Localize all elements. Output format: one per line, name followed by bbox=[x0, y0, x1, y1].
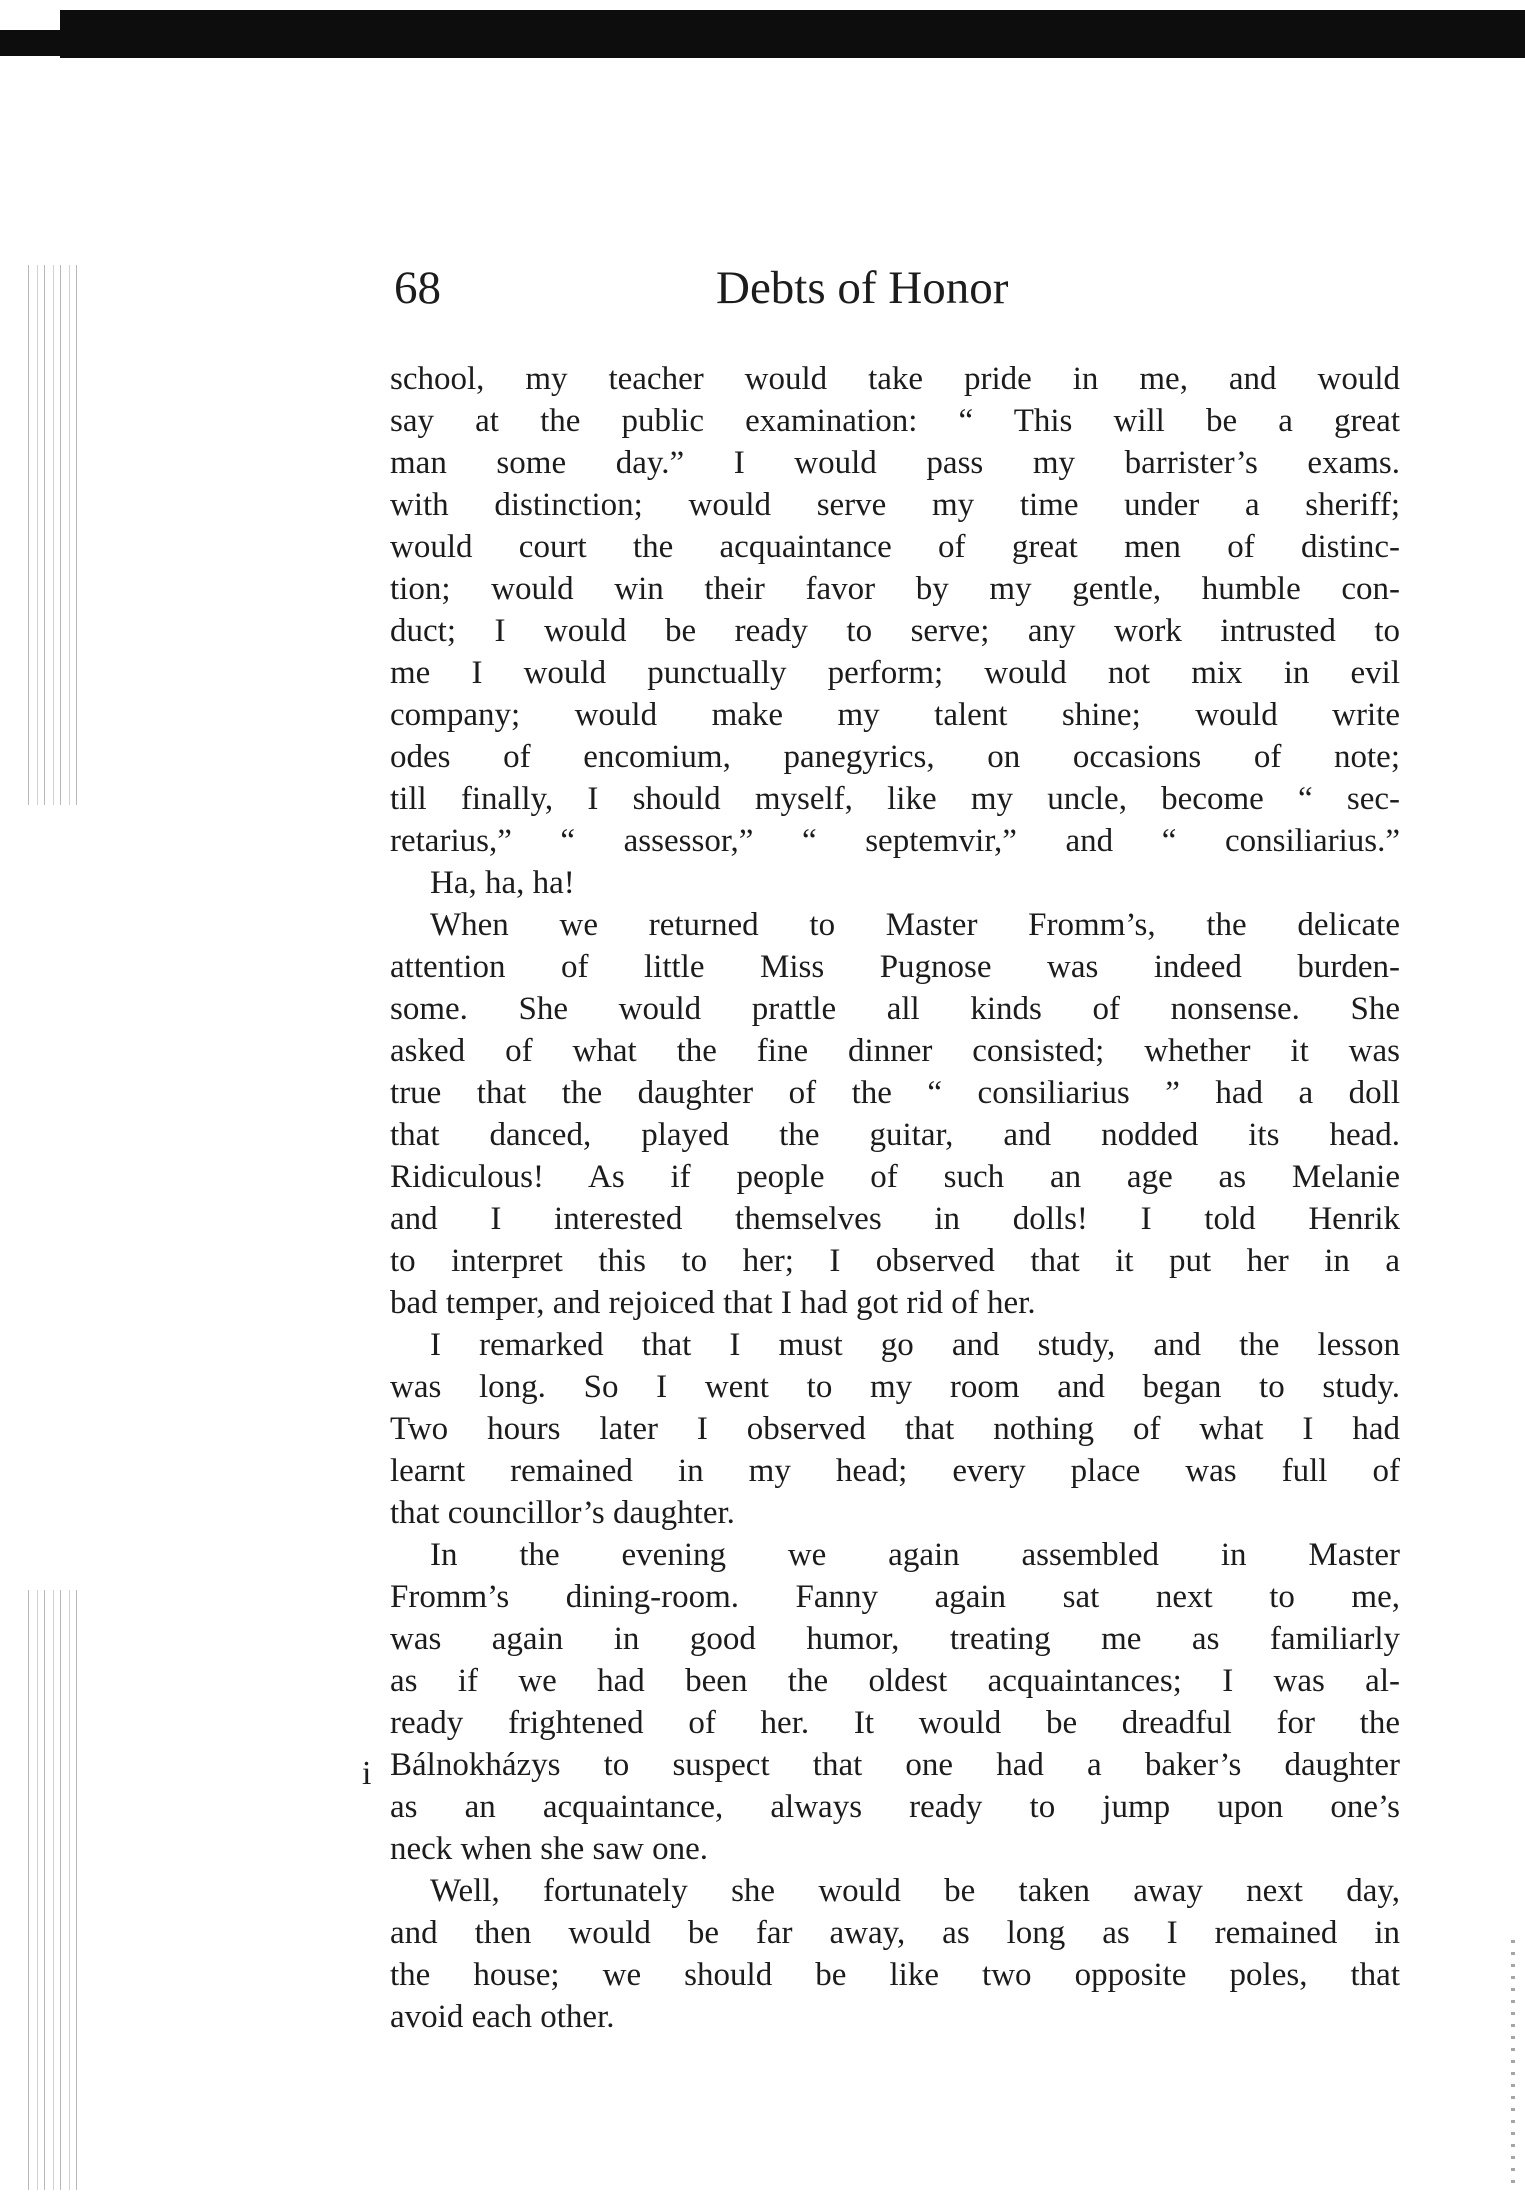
text-line: as if we had been the oldest acquaintances; I was al- bbox=[390, 1663, 1400, 1699]
text-line: school, my teacher would take pride in me, and would bbox=[390, 361, 1400, 397]
text-line: would court the acquaintance of great men of distinc- bbox=[390, 529, 1400, 565]
running-head bbox=[394, 258, 1394, 318]
text-line: and I interested themselves in dolls! I told Henrik bbox=[390, 1201, 1400, 1237]
text-line: till finally, I should myself, like my uncle, become “ sec- bbox=[390, 781, 1400, 817]
text-line: Ha, ha, ha! bbox=[430, 865, 575, 901]
text-line: attention of little Miss Pugnose was indeed burden- bbox=[390, 949, 1400, 985]
text-line: and then would be far away, as long as I remained in bbox=[390, 1915, 1400, 1951]
text-line: true that the daughter of the “ consiliarius ” had a doll bbox=[390, 1075, 1400, 1111]
text-line: some. She would prattle all kinds of nonsense. She bbox=[390, 991, 1400, 1027]
text-line: Fromm’s dining-room. Fanny again sat next to me, bbox=[390, 1579, 1400, 1615]
text-line: that councillor’s daughter. bbox=[390, 1495, 735, 1531]
text-line: asked of what the fine dinner consisted; whether it was bbox=[390, 1033, 1400, 1069]
body-text bbox=[390, 358, 1400, 2038]
scan-right-edge-marks bbox=[1511, 1940, 1515, 2190]
page-title: Debts of Honor bbox=[716, 262, 1009, 314]
text-line: In the evening we again assembled in Master bbox=[430, 1537, 1400, 1573]
text-line: Ridiculous! As if people of such an age as Melanie bbox=[390, 1159, 1400, 1195]
text-line: neck when she saw one. bbox=[390, 1831, 708, 1867]
scan-top-border-notch bbox=[0, 30, 70, 56]
text-line: tion; would win their favor by my gentle, humble con- bbox=[390, 571, 1400, 607]
scan-binding-edge-lower bbox=[22, 1590, 82, 2190]
scan-binding-edge-upper bbox=[22, 265, 82, 805]
text-line: Well, fortunately she would be taken away next day, bbox=[430, 1873, 1400, 1909]
margin-mark: i bbox=[362, 1755, 372, 1792]
text-line: as an acquaintance, always ready to jump upon one’s bbox=[390, 1789, 1400, 1825]
text-line: company; would make my talent shine; would write bbox=[390, 697, 1400, 733]
text-line: avoid each other. bbox=[390, 1999, 615, 2035]
text-line: odes of encomium, panegyrics, on occasions of note; bbox=[390, 739, 1400, 775]
text-line: When we returned to Master Fromm’s, the delicate bbox=[430, 907, 1400, 943]
text-line: the house; we should be like two opposite poles, that bbox=[390, 1957, 1400, 1993]
text-line: I remarked that I must go and study, and the lesson bbox=[430, 1327, 1400, 1363]
text-line: with distinction; would serve my time under a sheriff; bbox=[390, 487, 1400, 523]
text-line: duct; I would be ready to serve; any work intrusted to bbox=[390, 613, 1400, 649]
text-line: ready frightened of her. It would be dreadful for the bbox=[390, 1705, 1400, 1741]
text-line: say at the public examination: “ This will be a great bbox=[390, 403, 1400, 439]
text-line: was again in good humor, treating me as familiarly bbox=[390, 1621, 1400, 1657]
text-line: to interpret this to her; I observed that it put her in a bbox=[390, 1243, 1400, 1279]
text-line: me I would punctually perform; would not mix in evil bbox=[390, 655, 1400, 691]
text-line: learnt remained in my head; every place was full of bbox=[390, 1453, 1400, 1489]
text-line: bad temper, and rejoiced that I had got rid of her. bbox=[390, 1285, 1036, 1321]
text-line: that danced, played the guitar, and nodded its head. bbox=[390, 1117, 1400, 1153]
text-line: retarius,” “ assessor,” “ septemvir,” and “ consiliarius.” bbox=[390, 823, 1400, 859]
text-line: Bálnokházys to suspect that one had a baker’s daughter bbox=[390, 1747, 1400, 1783]
text-line: man some day.” I would pass my barrister’s exams. bbox=[390, 445, 1400, 481]
scan-top-border bbox=[60, 10, 1525, 58]
text-line: Two hours later I observed that nothing of what I had bbox=[390, 1411, 1400, 1447]
text-line: was long. So I went to my room and began to study. bbox=[390, 1369, 1400, 1405]
page-number: 68 bbox=[394, 262, 441, 314]
